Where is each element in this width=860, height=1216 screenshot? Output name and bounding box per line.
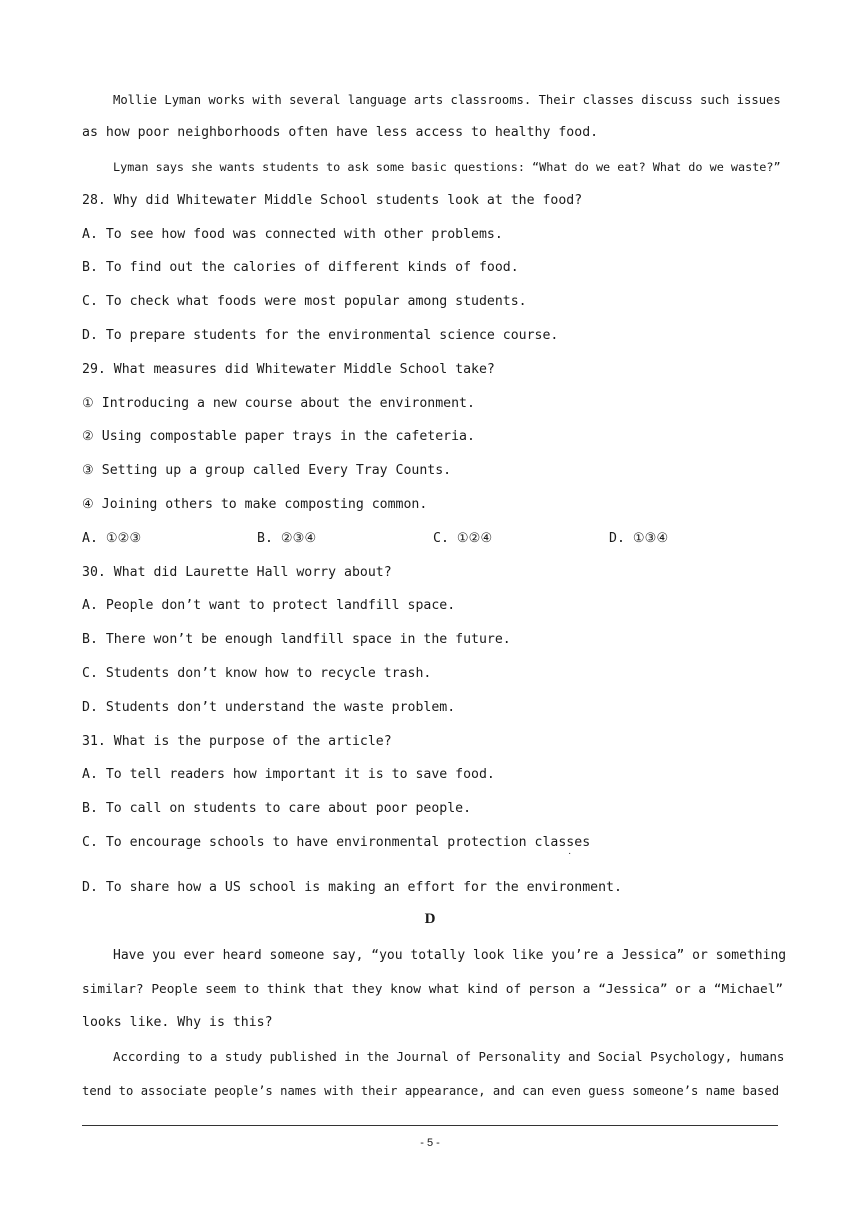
footer-rule	[82, 1125, 778, 1126]
paragraph-line: Lyman says she wants students to ask some basic questions: “What do we eat? What do we waste?”	[113, 160, 781, 174]
paragraph-line: tend to associate people’s names with their appearance, and can even guess someone’s name based	[82, 1084, 780, 1098]
q28-option-c: C. To check what foods were most popular among students.	[82, 294, 527, 309]
question-30: 30. What did Laurette Hall worry about?	[82, 565, 392, 580]
paragraph-line: as how poor neighborhoods often have less access to healthy food.	[82, 125, 599, 140]
paragraph-line: Have you ever heard someone say, “you totally look like you’re a Jessica” or something	[113, 948, 787, 963]
q29-option-c: C. ①②④	[433, 531, 493, 546]
q28-option-a: A. To see how food was connected with other problems.	[82, 227, 503, 242]
q28-option-b: B. To find out the calories of different kinds of food.	[82, 260, 519, 275]
q29-option-b: B. ②③④	[257, 531, 317, 546]
paragraph-line: Mollie Lyman works with several language arts classrooms. Their classes discuss such issues	[113, 93, 781, 107]
question-29: 29. What measures did Whitewater Middle School take?	[82, 362, 495, 377]
q30-option-c: C. Students don’t know how to recycle trash.	[82, 666, 432, 681]
q30-option-b: B. There won’t be enough landfill space in the future.	[82, 632, 511, 647]
q29-option-d: D. ①③④	[609, 531, 669, 546]
paragraph-line: similar? People seem to think that they know what kind of person a “Jessica” or a “Michael”	[82, 982, 784, 997]
section-heading: D	[424, 911, 436, 927]
q31-option-c: C. To encourage schools to have environmental protection classes	[82, 835, 591, 850]
q28-option-d: D. To prepare students for the environmental science course.	[82, 328, 559, 343]
q30-option-a: A. People don’t want to protect landfill space.	[82, 598, 456, 613]
stray-mark: ·	[568, 848, 572, 859]
q30-option-d: D. Students don’t understand the waste problem.	[82, 700, 456, 715]
q29-statement-3: ③ Setting up a group called Every Tray Counts.	[82, 463, 452, 478]
q31-option-b: B. To call on students to care about poor people.	[82, 801, 472, 816]
q29-statement-2: ② Using compostable paper trays in the cafeteria.	[82, 429, 475, 444]
q29-option-a: A. ①②③	[82, 531, 142, 546]
question-31: 31. What is the purpose of the article?	[82, 734, 392, 749]
page-number: - 5 -	[420, 1137, 440, 1149]
q31-option-d: D. To share how a US school is making an effort for the environment.	[82, 880, 622, 895]
q31-option-a: A. To tell readers how important it is to save food.	[82, 767, 495, 782]
q29-statement-4: ④ Joining others to make composting common.	[82, 497, 428, 512]
paragraph-line: According to a study published in the Journal of Personality and Social Psychology, humans	[113, 1049, 785, 1064]
paragraph-line: looks like. Why is this?	[82, 1015, 273, 1030]
q29-statement-1: ① Introducing a new course about the environment.	[82, 396, 475, 411]
question-28: 28. Why did Whitewater Middle School students look at the food?	[82, 193, 583, 208]
